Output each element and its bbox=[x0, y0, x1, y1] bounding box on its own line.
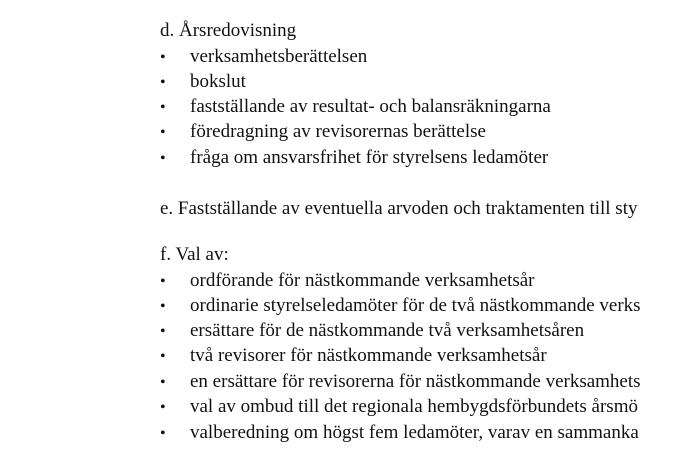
list-item bbox=[160, 46, 367, 69]
list-item bbox=[160, 121, 486, 144]
bullet-icon: • bbox=[160, 124, 166, 141]
list-item bbox=[160, 345, 547, 368]
section-e-heading: e. Fastställande av eventuella arvoden och traktamenten till sty bbox=[160, 198, 638, 219]
list-item-text: verksamhetsberättelsen bbox=[190, 46, 368, 67]
list-item bbox=[160, 270, 535, 293]
list-item-text: föredragning av revisorernas berättelse bbox=[190, 121, 486, 142]
list-item bbox=[160, 295, 641, 318]
list-item bbox=[160, 422, 639, 445]
list-item-text: en ersättare för revisorerna för nästkommande verksamhets bbox=[190, 371, 641, 392]
list-item-text: ordförande för nästkommande verksamhetsår bbox=[190, 270, 535, 291]
list-item-text: bokslut bbox=[190, 71, 246, 92]
list-item bbox=[160, 320, 584, 343]
bullet-icon: • bbox=[160, 323, 166, 340]
list-item bbox=[160, 147, 548, 170]
bullet-icon: • bbox=[160, 298, 166, 315]
section-f-heading: f. Val av: bbox=[160, 244, 229, 265]
bullet-icon: • bbox=[160, 49, 166, 66]
list-item bbox=[160, 371, 641, 394]
list-item-text: ersättare för de nästkommande två verksamhetsåren bbox=[190, 320, 585, 341]
list-item-text: val av ombud till det regionala hembygdsförbundets årsmö bbox=[190, 396, 638, 417]
bullet-icon: • bbox=[160, 374, 166, 391]
bullet-icon: • bbox=[160, 425, 166, 442]
bullet-icon: • bbox=[160, 399, 166, 416]
bullet-icon: • bbox=[160, 99, 166, 116]
list-item bbox=[160, 396, 638, 419]
bullet-icon: • bbox=[160, 273, 166, 290]
list-item-text: valberedning om högst fem ledamöter, varav en sammanka bbox=[190, 422, 639, 443]
bullet-icon: • bbox=[160, 150, 166, 167]
bullet-icon: • bbox=[160, 348, 166, 365]
list-item bbox=[160, 96, 551, 119]
list-item-text: ordinarie styrelseledamöter för de två nästkommande verks bbox=[190, 295, 641, 316]
list-item-text: fråga om ansvarsfrihet för styrelsens ledamöter bbox=[190, 147, 549, 168]
list-item bbox=[160, 71, 246, 94]
section-d-heading: d. Årsredovisning bbox=[160, 20, 297, 41]
bullet-icon: • bbox=[160, 74, 166, 91]
list-item-text: två revisorer för nästkommande verksamhetsår bbox=[190, 345, 547, 366]
list-item-text: fastställande av resultat- och balansräkningarna bbox=[190, 96, 551, 117]
